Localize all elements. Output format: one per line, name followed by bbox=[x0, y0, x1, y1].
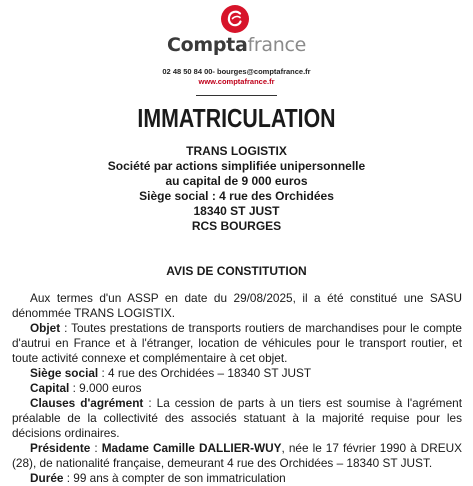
comptafrance-logo-icon bbox=[220, 4, 250, 34]
brand-contact: 02 48 50 84 00- bourges@comptafrance.fr bbox=[162, 67, 311, 76]
notice-body bbox=[12, 291, 462, 486]
duree-label: Durée bbox=[30, 471, 64, 485]
notice-title: AVIS DE CONSTITUTION bbox=[166, 264, 307, 278]
brand-name-part1: Compta bbox=[166, 34, 248, 56]
company-seat: Siège social : 4 rue des Orchidées bbox=[139, 189, 334, 203]
company-city: 18340 ST JUST bbox=[193, 204, 280, 218]
presidente-name: Madame Camille DALLIER-WUY bbox=[101, 441, 282, 455]
siege-label: Siège social bbox=[30, 366, 99, 380]
brand-website: www.comptafrance.fr bbox=[198, 77, 275, 86]
company-capital: au capital de 9 000 euros bbox=[165, 174, 308, 188]
capital-label: Capital bbox=[30, 381, 70, 395]
siege-paragraph bbox=[12, 366, 462, 381]
objet-paragraph bbox=[12, 321, 462, 366]
clauses-text: : La cession de parts à un tiers est soumise à l'agrément préalable de la collectivité des associés statuant à la majorité requise pour les décisions ordinaires. bbox=[12, 396, 463, 440]
objet-label: Objet bbox=[30, 321, 61, 335]
presidente-label: Présidente bbox=[30, 441, 91, 455]
capital-text: : 9.000 euros bbox=[69, 381, 142, 395]
brand-name-part2: france bbox=[247, 34, 307, 56]
clauses-paragraph bbox=[12, 396, 462, 441]
header-divider bbox=[196, 95, 277, 96]
presidente-sep: : bbox=[90, 441, 102, 455]
capital-paragraph bbox=[12, 381, 462, 396]
duree-text: : 99 ans à compter de son immatriculation bbox=[63, 471, 286, 485]
company-name: TRANS LOGISTIX bbox=[186, 144, 287, 158]
company-rcs: RCS BOURGES bbox=[191, 219, 282, 233]
brand-name bbox=[0, 34, 473, 56]
presidente-paragraph bbox=[12, 441, 462, 471]
clauses-label: Clauses d'agrément bbox=[30, 396, 144, 410]
company-block bbox=[0, 144, 473, 234]
document-title: IMMATRICULATION bbox=[137, 103, 336, 133]
presidente-text: , née le 17 février 1990 à DREUX (28), de nationalité française, demeurant 4 rue des Orchidées – 18340 ST JUST. bbox=[12, 441, 462, 470]
siege-text: : 4 rue des Orchidées – 18340 ST JUST bbox=[98, 366, 312, 380]
objet-text: : Toutes prestations de transports routiers de marchandises pour le compte d'autrui en France et à l'étranger, location de véhicules pour le transport routier, et toute activité connexe et complémentaire à cet objet. bbox=[12, 321, 462, 365]
company-form: Société par actions simplifiée unipersonnelle bbox=[107, 159, 366, 173]
intro-paragraph: Aux termes d'un ASSP en date du 29/08/2025, il a été constitué une SASU dénommée TRANS LOGISTIX. bbox=[12, 291, 462, 320]
